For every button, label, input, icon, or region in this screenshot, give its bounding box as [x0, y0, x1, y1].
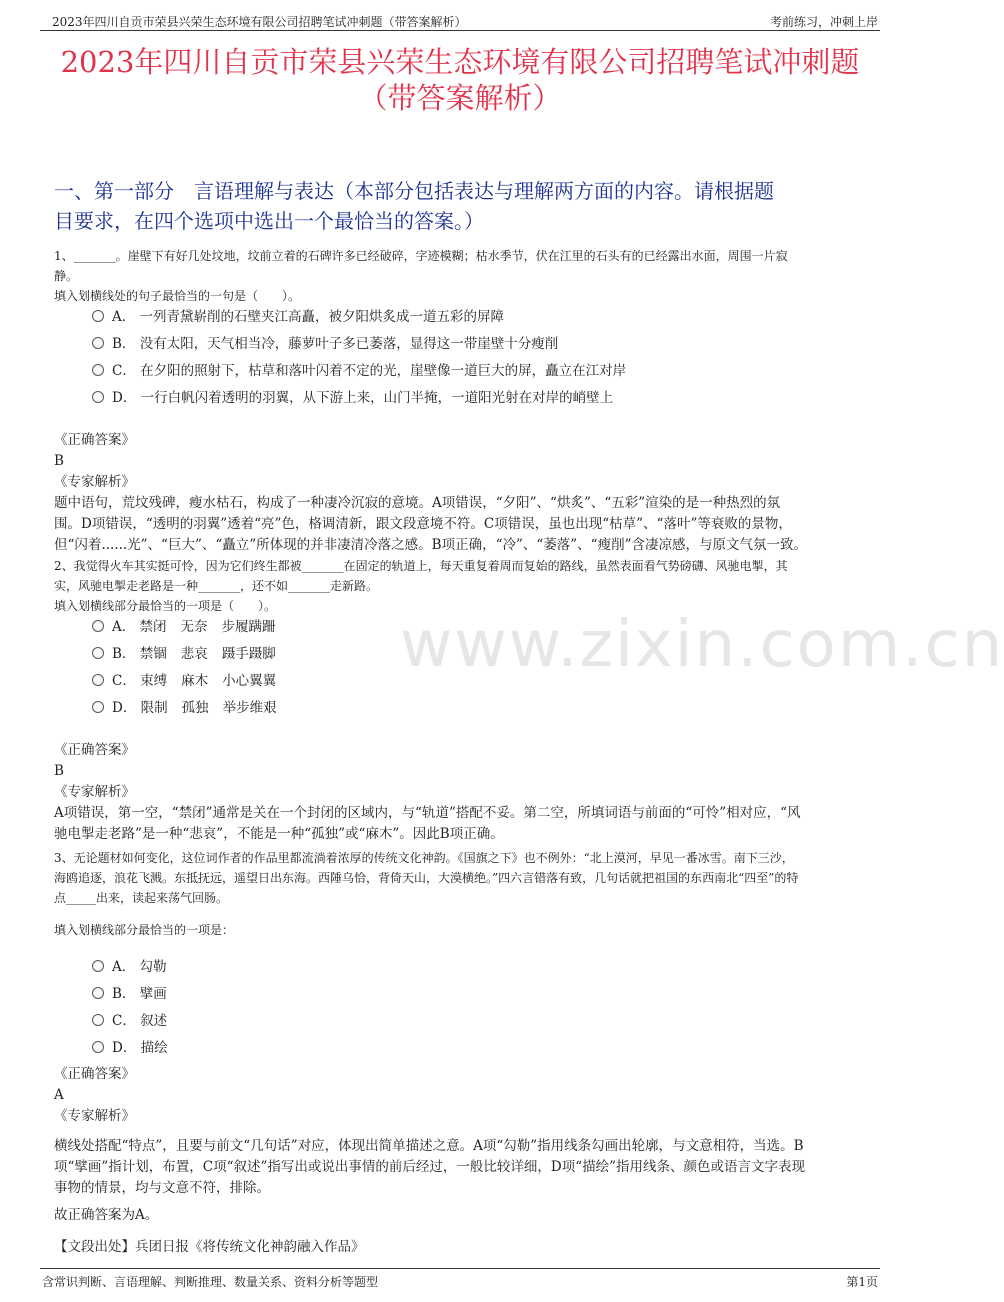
question-2-stem-line-2: 实，风驰电掣走老路是一种_______，还不如_______走新路。	[54, 579, 379, 593]
watermark: www.zixin.com.cn	[400, 608, 1004, 682]
question-1-option-d[interactable]	[92, 388, 613, 408]
option-text: 一行白帆闪着透明的羽翼，从下游上来，山门半掩，一道阳光射在对岸的峭壁上	[140, 390, 614, 406]
analysis-line-1: 题中语句，荒坟残碑，瘦水枯石，构成了一种凄冷沉寂的意境。A项错误，“夕阳”、“烘炙”、“五彩”渲染的是一种热烈的氛	[54, 495, 781, 511]
option-text: 擘画	[139, 986, 167, 1002]
analysis-line-3: 事物的情景，均与文意不符，排除。	[54, 1180, 270, 1196]
option-word-3: 举步维艰	[222, 700, 277, 716]
question-3-option-d[interactable]	[92, 1038, 168, 1058]
option-letter: D．	[112, 1040, 137, 1056]
option-word-1: 禁闭	[139, 619, 167, 635]
radio-icon[interactable]	[92, 647, 104, 659]
question-3-stem-line-1: 3、无论题材如何变化，这位词作者的作品里都流淌着浓厚的传统文化神韵。《国旗之下》也不例外：“北上漠河，早见一番冰雪。南下三沙，	[54, 851, 794, 865]
option-word-1: 限制	[140, 700, 168, 716]
radio-icon[interactable]	[92, 987, 104, 999]
option-word-3: 步履蹒跚	[221, 619, 276, 635]
question-3-option-a[interactable]	[92, 957, 167, 977]
footer-description: 含常识判断、言语理解、判断推理、数量关系、资料分析等题型	[42, 1275, 379, 1289]
question-3-answer-block	[54, 1064, 870, 1127]
section-heading-line-1: 一、第一部分 言语理解与表达（本部分包括表达与理解两方面的内容。请根据题	[54, 179, 774, 203]
answer-label: 《正确答案》	[54, 742, 135, 758]
question-3-source: 【文段出处】兵团日报《将传统文化神韵融入作品》	[54, 1239, 365, 1255]
question-1-prompt: 填入划横线处的句子最恰当的一句是（ ）。	[54, 289, 301, 303]
page-number: 第1页	[846, 1275, 878, 1289]
analysis-label: 《专家解析》	[54, 784, 135, 800]
option-letter: B．	[112, 646, 136, 662]
question-1-stem	[54, 246, 870, 306]
question-2-option-a[interactable]	[92, 617, 276, 637]
question-2-stem	[54, 556, 870, 616]
question-2-option-b[interactable]	[92, 644, 276, 664]
option-text: 叙述	[140, 1013, 168, 1029]
option-letter: D．	[112, 390, 137, 406]
title-line-2: （带答案解析）	[358, 81, 562, 115]
analysis-line-1: 横线处搭配“特点”，且要与前文“几句话”对应，体现出简单描述之意。A项“勾勒”指用线条勾画出轮廓，与文意相符，当选。B	[54, 1138, 804, 1154]
radio-icon[interactable]	[92, 1014, 104, 1026]
radio-icon[interactable]	[92, 960, 104, 972]
option-letter: A．	[112, 619, 136, 635]
answer-value: B	[54, 763, 64, 779]
header-slogan: 考前练习，冲刺上岸	[769, 15, 878, 29]
answer-label: 《正确答案》	[54, 1066, 135, 1082]
option-text: 描绘	[140, 1040, 168, 1056]
answer-value: B	[54, 453, 64, 469]
question-1-option-a[interactable]	[92, 307, 504, 327]
option-letter: C．	[112, 673, 136, 689]
question-3-conclusion: 故正确答案为A。	[54, 1207, 159, 1223]
analysis-label: 《专家解析》	[54, 474, 135, 490]
question-3-stem	[54, 848, 870, 908]
option-text: 在夕阳的照射下，枯草和落叶闪着不定的光，崖壁像一道巨大的屏，矗立在江对岸	[140, 363, 627, 379]
page-footer	[40, 1268, 880, 1289]
question-2-option-c[interactable]	[92, 671, 276, 691]
option-letter: C．	[112, 1013, 136, 1029]
question-1-option-b[interactable]	[92, 334, 558, 354]
radio-icon[interactable]	[92, 620, 104, 632]
question-3-analysis	[54, 1136, 870, 1199]
question-2-prompt: 填入划横线部分最恰当的一项是（ ）。	[54, 599, 277, 613]
option-word-3: 小心翼翼	[222, 673, 277, 689]
question-2-answer-block	[54, 740, 870, 845]
question-1-answer-block	[54, 430, 870, 556]
page-title	[40, 44, 880, 116]
analysis-line-3: 但“闪着......光”、“巨大”、“矗立”所体现的并非凄清冷落之感。B项正确，“冷”、“萎落”、“瘦削”含凄凉感，与原文气氛一致。	[54, 537, 807, 553]
option-word-1: 禁锢	[139, 646, 167, 662]
option-word-2: 悲哀	[180, 646, 208, 662]
option-word-3: 蹑手蹑脚	[221, 646, 276, 662]
option-word-2: 无奈	[180, 619, 208, 635]
answer-value: A	[54, 1087, 64, 1103]
answer-label: 《正确答案》	[54, 432, 135, 448]
question-1-stem-line-1: 1、_______。崖壁下有好几处坟地，坟前立着的石碑许多已经破碎，字迹模糊；枯水季节，伏在江里的石头有的已经露出水面，周围一片寂	[54, 249, 788, 263]
question-3-option-b[interactable]	[92, 984, 167, 1004]
section-heading	[54, 176, 874, 236]
radio-icon[interactable]	[92, 674, 104, 686]
option-text: 一列青黛崭削的石壁夹江高矗，被夕阳烘炙成一道五彩的屏障	[139, 309, 505, 325]
option-letter: D．	[112, 700, 137, 716]
question-1-stem-line-2: 静。	[54, 269, 79, 283]
option-word-1: 束缚	[140, 673, 168, 689]
question-3-stem-line-2: 海鸥追逐，浪花飞溅。东抵抚远，遥望日出东海。西陲乌恰，背倚天山，大漠横绝。”四六言错落有致，几句话就把祖国的东西南北“四至”的特	[54, 871, 799, 885]
question-2-option-d[interactable]	[92, 698, 277, 718]
radio-icon[interactable]	[92, 310, 104, 322]
radio-icon[interactable]	[92, 391, 104, 403]
option-text: 没有太阳，天气相当冷，藤萝叶子多已萎落，显得这一带崖壁十分瘦削	[139, 336, 559, 352]
header-document-title: 2023年四川自贡市荣县兴荣生态环境有限公司招聘笔试冲刺题（带答案解析）	[52, 15, 467, 29]
radio-icon[interactable]	[92, 364, 104, 376]
page-header	[40, 10, 880, 31]
title-line-1: 2023年四川自贡市荣县兴荣生态环境有限公司招聘笔试冲刺题	[60, 45, 860, 79]
option-letter: B．	[112, 336, 136, 352]
question-3-stem-line-3: 点_____出来，读起来荡气回肠。	[54, 891, 229, 905]
analysis-line-2: 项“擘画”指计划，布置，C项“叙述”指写出或说出事情的前后经过，一般比较详细，D项“描绘”指用线条、颜色或语言文字表现	[54, 1159, 806, 1175]
question-1-option-c[interactable]	[92, 361, 626, 381]
question-3-prompt: 填入划横线部分最恰当的一项是：	[54, 923, 235, 937]
question-2-stem-line-1: 2、我觉得火车其实挺可怜，因为它们终生都被_______在固定的轨道上，每天重复着周而复始的路线，虽然表面看气势磅礴、风驰电掣，其	[54, 559, 788, 573]
option-letter: C．	[112, 363, 136, 379]
option-letter: A．	[112, 959, 136, 975]
radio-icon[interactable]	[92, 337, 104, 349]
radio-icon[interactable]	[92, 1041, 104, 1053]
analysis-line-2: 围。D项错误，“透明的羽翼”透着“亮”色，格调清新，跟文段意境不符。C项错误，虽也出现“枯草”、“落叶”等衰败的景物，	[54, 516, 792, 532]
option-word-2: 孤独	[181, 700, 209, 716]
option-letter: A．	[112, 309, 136, 325]
analysis-line-2: 驰电掣走老路”是一种“悲哀”，不能是一种“孤独”或“麻木”。因此B项正确。	[54, 826, 504, 842]
option-text: 勾勒	[139, 959, 167, 975]
analysis-label: 《专家解析》	[54, 1108, 135, 1124]
radio-icon[interactable]	[92, 701, 104, 713]
question-3-option-c[interactable]	[92, 1011, 167, 1031]
analysis-line-1: A项错误，第一空，“禁闭”通常是关在一个封闭的区域内，与“轨道”搭配不妥。第二空，所填词语与前面的“可怜”相对应，“风	[54, 805, 801, 821]
option-word-2: 麻木	[181, 673, 209, 689]
option-letter: B．	[112, 986, 136, 1002]
section-heading-line-2: 目要求，在四个选项中选出一个最恰当的答案。）	[54, 209, 484, 233]
